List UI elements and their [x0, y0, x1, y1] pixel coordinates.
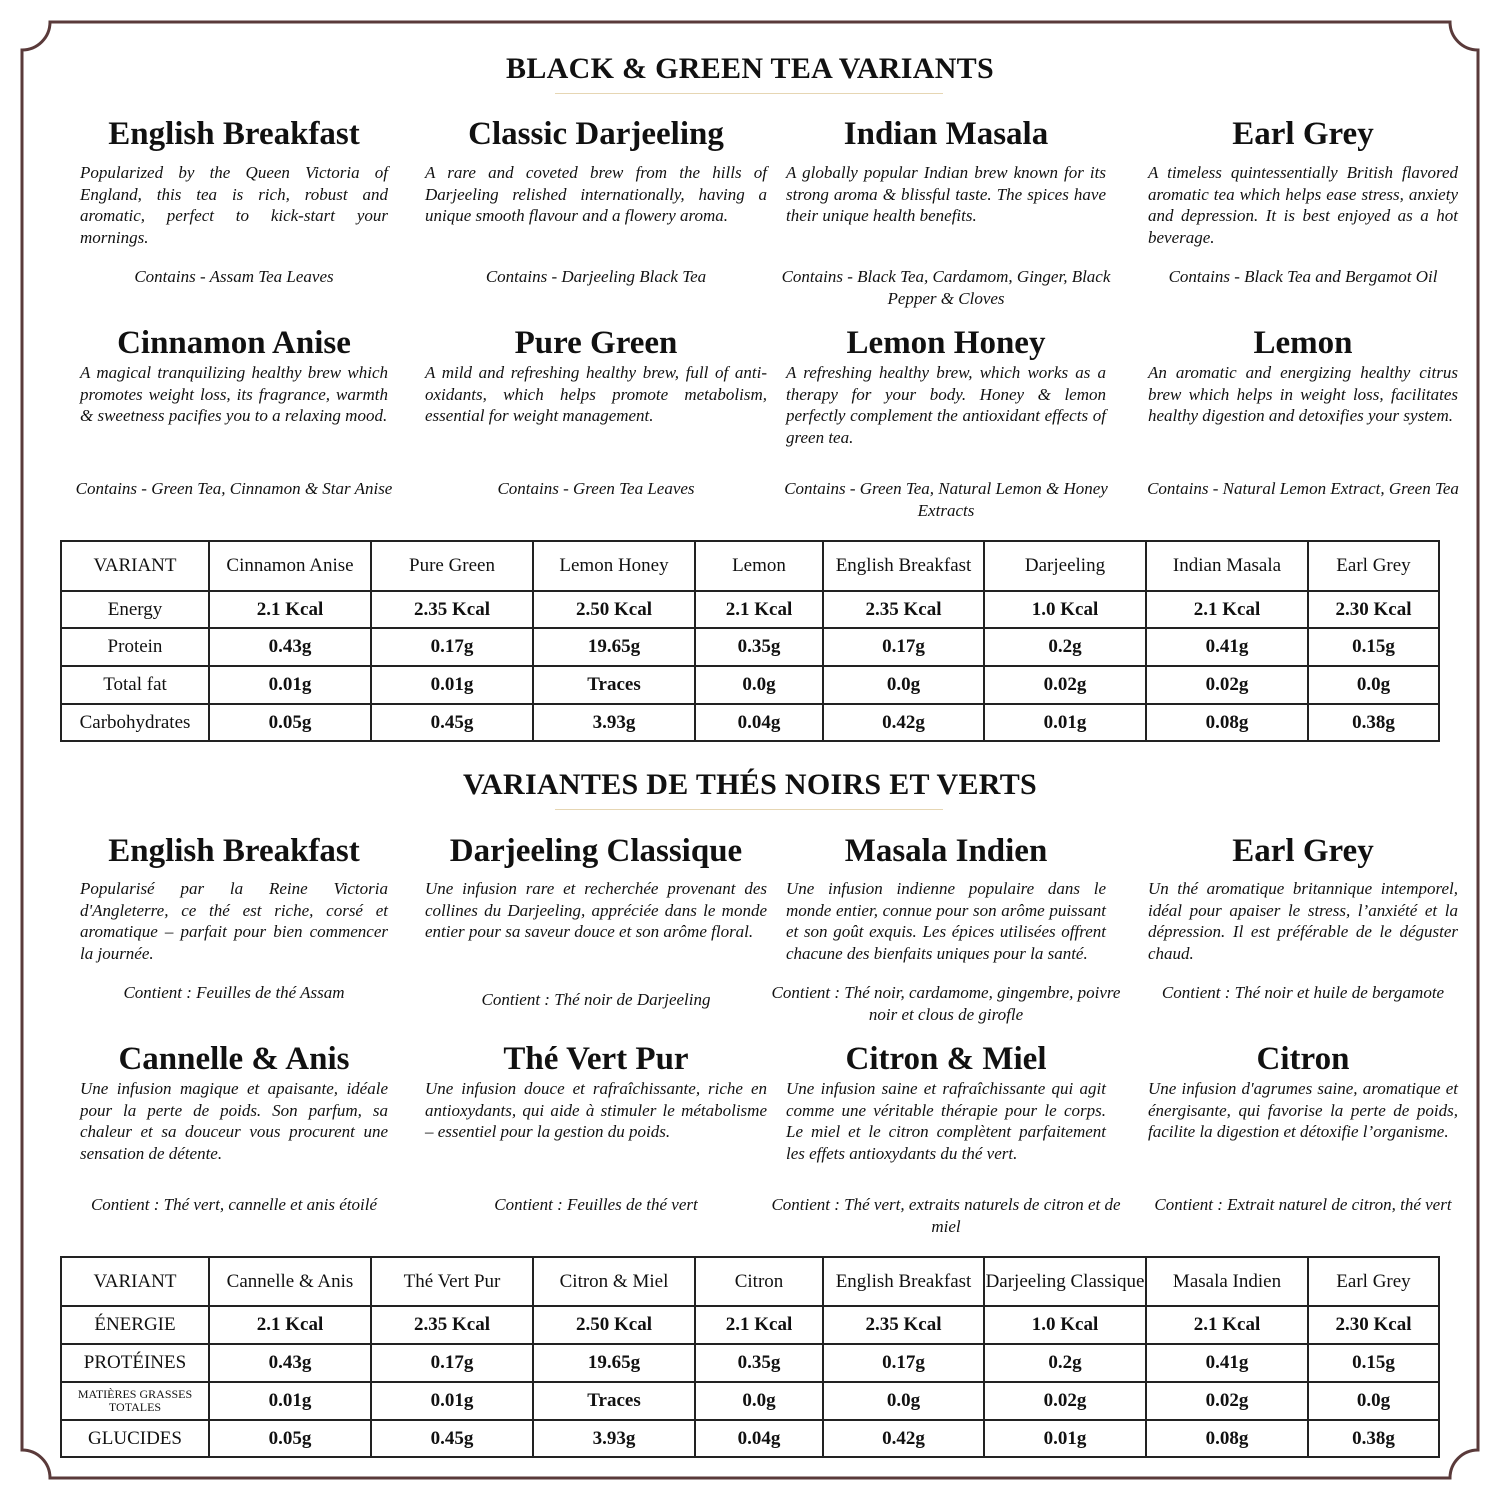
tea-name: Classic Darjeeling	[468, 116, 724, 152]
tea-name: English Breakfast	[108, 833, 360, 869]
tea-name: Lemon Honey	[846, 325, 1046, 361]
french-section-title: VARIANTES DE THÉS NOIRS ET VERTS	[462, 768, 1038, 801]
table-cell: 2.1 Kcal	[1146, 1306, 1308, 1344]
row-label: Energy	[61, 591, 209, 628]
tea-description: An aromatic and energizing healthy citrus brew which helps in weight loss, facilitates healthy digestion and detoxifies your system.	[1148, 363, 1458, 426]
column-header: Darjeeling Classique	[984, 1257, 1146, 1306]
title-divider	[555, 809, 943, 810]
tea-name: Citron & Miel	[845, 1041, 1047, 1077]
tea-ingredients: Contient : Feuilles de thé Assam	[123, 983, 345, 1002]
row-label: Protein	[61, 628, 209, 666]
table-cell: 0.01g	[209, 666, 371, 704]
table-cell: 0.2g	[984, 628, 1146, 666]
tea-name: Lemon	[1253, 325, 1353, 361]
table-cell: 0.17g	[823, 1344, 984, 1382]
column-header: Lemon Honey	[533, 541, 695, 591]
table-cell: Traces	[533, 666, 695, 704]
tea-description: Une infusion magique et apaisante, idéale pour la perte de poids. Son parfum, sa chaleur et sa douceur vous procurent une sensation de détente.	[80, 1079, 388, 1164]
tea-description: A globally popular Indian brew known for its strong aroma & blissful taste. The spices have their unique health benefits.	[786, 163, 1106, 226]
column-header: Cannelle & Anis	[209, 1257, 371, 1306]
tea-ingredients: Contains - Darjeeling Black Tea	[485, 267, 707, 286]
table-cell: 2.1 Kcal	[695, 591, 823, 628]
row-label: PROTÉINES	[61, 1344, 209, 1382]
tea-ingredients: Contient : Thé noir et huile de bergamote	[1161, 983, 1445, 1002]
tea-description: Popularized by the Queen Victoria of England, this tea is rich, robust and aromatic, perfect to kick-start your mornings.	[80, 163, 388, 248]
row-label: GLUCIDES	[61, 1420, 209, 1457]
title-divider	[555, 93, 943, 94]
table-cell: Traces	[533, 1382, 695, 1420]
table-cell: 2.1 Kcal	[209, 591, 371, 628]
tea-ingredients: Contains - Green Tea, Cinnamon & Star Anise	[75, 479, 393, 498]
table-header-row	[61, 541, 1439, 591]
column-header: English Breakfast	[823, 541, 984, 591]
table-cell: 0.0g	[823, 1382, 984, 1420]
tea-description: Une infusion d'agrumes saine, aromatique et énergisante, qui favorise la perte de poids, facilite la digestion et détoxifie l’organisme.	[1148, 1079, 1458, 1142]
table-cell: 3.93g	[533, 1420, 695, 1457]
tea-description: Une infusion douce et rafraîchissante, riche en antioxydants, qui aide à stimuler le métabolisme – essentiel pour la gestion du poids.	[425, 1079, 767, 1142]
table-cell: 0.45g	[371, 704, 533, 741]
row-label: ÉNERGIE	[61, 1306, 209, 1344]
table-cell: 0.0g	[1308, 666, 1439, 704]
table-cell: 2.35 Kcal	[823, 591, 984, 628]
table-cell: 0.45g	[371, 1420, 533, 1457]
table-cell: 0.0g	[695, 666, 823, 704]
table-cell: 0.08g	[1146, 704, 1308, 741]
tea-name: Cinnamon Anise	[117, 325, 351, 361]
table-row	[61, 1420, 1439, 1457]
table-cell: 0.38g	[1308, 1420, 1439, 1457]
table-cell: 2.1 Kcal	[209, 1306, 371, 1344]
table-cell: 1.0 Kcal	[984, 1306, 1146, 1344]
column-header: Masala Indien	[1146, 1257, 1308, 1306]
column-header: Indian Masala	[1146, 541, 1308, 591]
tea-ingredients: Contient : Thé noir, cardamome, gingembre, poivre noir et clous de girofle	[771, 983, 1121, 1024]
table-cell: 0.01g	[209, 1382, 371, 1420]
tea-description: Une infusion saine et rafraîchissante qui agit comme une véritable thérapie pour le corps. Le miel et le citron complètent parfaitement les effets antioxydants du thé vert.	[786, 1079, 1106, 1164]
table-cell: 0.02g	[984, 1382, 1146, 1420]
table-cell: 0.35g	[695, 1344, 823, 1382]
tea-name: Thé Vert Pur	[503, 1041, 689, 1077]
table-cell: 0.0g	[823, 666, 984, 704]
table-cell: 0.15g	[1308, 628, 1439, 666]
table-cell: 2.35 Kcal	[371, 1306, 533, 1344]
tea-name: Masala Indien	[844, 833, 1048, 869]
column-header: Pure Green	[371, 541, 533, 591]
row-label: Carbohydrates	[61, 704, 209, 741]
row-label: MATIÈRES GRASSES TOTALES	[61, 1382, 209, 1420]
table-cell: 19.65g	[533, 1344, 695, 1382]
column-header: Citron & Miel	[533, 1257, 695, 1306]
tea-description: A timeless quintessentially British flavored aromatic tea which helps ease stress, anxiety and depression. It is best enjoyed as a hot beverage.	[1148, 163, 1458, 248]
tea-name: Earl Grey	[1232, 833, 1374, 869]
row-label: Total fat	[61, 666, 209, 704]
table-row	[61, 666, 1439, 704]
table-cell: 0.42g	[823, 1420, 984, 1457]
table-header-row	[61, 1257, 1439, 1306]
column-header: Thé Vert Pur	[371, 1257, 533, 1306]
table-cell: 1.0 Kcal	[984, 591, 1146, 628]
tea-name: Indian Masala	[843, 116, 1049, 152]
column-header: VARIANT	[61, 541, 209, 591]
table-cell: 0.05g	[209, 1420, 371, 1457]
tea-description: A magical tranquilizing healthy brew which promotes weight loss, its fragrance, warmth & sweetness pacifies you to a relaxing mood.	[80, 363, 388, 426]
tea-ingredients: Contains - Green Tea Leaves	[497, 479, 695, 498]
table-row	[61, 591, 1439, 628]
table-cell: 0.04g	[695, 704, 823, 741]
table-cell: 2.50 Kcal	[533, 1306, 695, 1344]
table-cell: 0.43g	[209, 1344, 371, 1382]
tea-ingredients: Contient : Extrait naturel de citron, thé vert	[1154, 1195, 1452, 1214]
column-header: Lemon	[695, 541, 823, 591]
french-nutrition-table	[60, 1256, 1440, 1458]
table-cell: 0.35g	[695, 628, 823, 666]
tea-description: A rare and coveted brew from the hills of Darjeeling relished internationally, having a unique smooth flavour and a flowery aroma.	[425, 163, 767, 226]
tea-description: Une infusion indienne populaire dans le monde entier, connue pour son arôme puissant et son goût exquis. Les épices utilisées offrent chacune des bienfaits uniques pour la santé.	[786, 879, 1106, 964]
tea-ingredients: Contient : Feuilles de thé vert	[494, 1195, 698, 1214]
tea-name: English Breakfast	[108, 116, 360, 152]
table-cell: 2.35 Kcal	[371, 591, 533, 628]
table-cell: 0.0g	[695, 1382, 823, 1420]
table-cell: 0.02g	[1146, 1382, 1308, 1420]
tea-name: Citron	[1256, 1041, 1350, 1077]
table-cell: 0.0g	[1308, 1382, 1439, 1420]
table-cell: 0.01g	[984, 704, 1146, 741]
column-header: Cinnamon Anise	[209, 541, 371, 591]
table-cell: 3.93g	[533, 704, 695, 741]
table-row	[61, 1306, 1439, 1344]
table-row	[61, 704, 1439, 741]
tea-description: Un thé aromatique britannique intemporel, idéal pour apaiser le stress, l’anxiété et la dépression. Il est préférable de le déguster chaud.	[1148, 879, 1458, 964]
table-cell: 2.1 Kcal	[1146, 591, 1308, 628]
english-section-title: BLACK & GREEN TEA VARIANTS	[506, 52, 994, 85]
table-row	[61, 628, 1439, 666]
table-cell: 0.42g	[823, 704, 984, 741]
table-row	[61, 1382, 1439, 1420]
tea-name: Earl Grey	[1232, 116, 1374, 152]
table-cell: 0.02g	[984, 666, 1146, 704]
table-cell: 0.08g	[1146, 1420, 1308, 1457]
table-cell: 19.65g	[533, 628, 695, 666]
tea-ingredients: Contains - Green Tea, Natural Lemon & Honey Extracts	[784, 479, 1108, 520]
column-header: Earl Grey	[1308, 1257, 1439, 1306]
table-cell: 0.43g	[209, 628, 371, 666]
english-nutrition-table	[60, 540, 1440, 742]
table-cell: 0.04g	[695, 1420, 823, 1457]
table-cell: 0.41g	[1146, 628, 1308, 666]
table-cell: 0.02g	[1146, 666, 1308, 704]
tea-ingredients: Contient : Thé vert, extraits naturels de citron et de miel	[771, 1195, 1121, 1236]
tea-ingredients: Contient : Thé vert, cannelle et anis étoilé	[90, 1195, 378, 1214]
table-cell: 0.15g	[1308, 1344, 1439, 1382]
table-cell: 2.35 Kcal	[823, 1306, 984, 1344]
tea-ingredients: Contains - Black Tea, Cardamom, Ginger, Black Pepper & Cloves	[781, 267, 1111, 308]
tea-ingredients: Contient : Thé noir de Darjeeling	[481, 990, 711, 1009]
table-cell: 2.30 Kcal	[1308, 591, 1439, 628]
table-cell: 0.17g	[371, 1344, 533, 1382]
tea-ingredients: Contains - Black Tea and Bergamot Oil	[1168, 267, 1438, 286]
column-header: Darjeeling	[984, 541, 1146, 591]
table-cell: 0.17g	[371, 628, 533, 666]
column-header: VARIANT	[61, 1257, 209, 1306]
table-cell: 0.2g	[984, 1344, 1146, 1382]
table-cell: 2.30 Kcal	[1308, 1306, 1439, 1344]
tea-description: A refreshing healthy brew, which works as a therapy for your body. Honey & lemon perfectly complement the antioxidant effects of green tea.	[786, 363, 1106, 448]
table-cell: 0.01g	[984, 1420, 1146, 1457]
table-cell: 0.01g	[371, 666, 533, 704]
tea-ingredients: Contains - Natural Lemon Extract, Green Tea	[1147, 479, 1459, 498]
table-cell: 2.50 Kcal	[533, 591, 695, 628]
tea-description: Une infusion rare et recherchée provenant des collines du Darjeeling, appréciée dans le monde entier pour sa saveur douce et son arôme floral.	[425, 879, 767, 942]
tea-name: Darjeeling Classique	[449, 833, 743, 869]
tea-description: A mild and refreshing healthy brew, full of anti-oxidants, which helps promote metabolism, essential for weight management.	[425, 363, 767, 426]
table-cell: 0.38g	[1308, 704, 1439, 741]
table-cell: 0.17g	[823, 628, 984, 666]
tea-ingredients: Contains - Assam Tea Leaves	[134, 267, 334, 286]
table-cell: 0.01g	[371, 1382, 533, 1420]
table-row	[61, 1344, 1439, 1382]
table-cell: 2.1 Kcal	[695, 1306, 823, 1344]
tea-name: Cannelle & Anis	[118, 1041, 350, 1077]
column-header: Citron	[695, 1257, 823, 1306]
column-header: English Breakfast	[823, 1257, 984, 1306]
tea-name: Pure Green	[514, 325, 678, 361]
table-cell: 0.41g	[1146, 1344, 1308, 1382]
column-header: Earl Grey	[1308, 541, 1439, 591]
table-cell: 0.05g	[209, 704, 371, 741]
tea-description: Popularisé par la Reine Victoria d'Angleterre, ce thé est riche, corsé et aromatique – parfait pour bien commencer la journée.	[80, 879, 388, 964]
